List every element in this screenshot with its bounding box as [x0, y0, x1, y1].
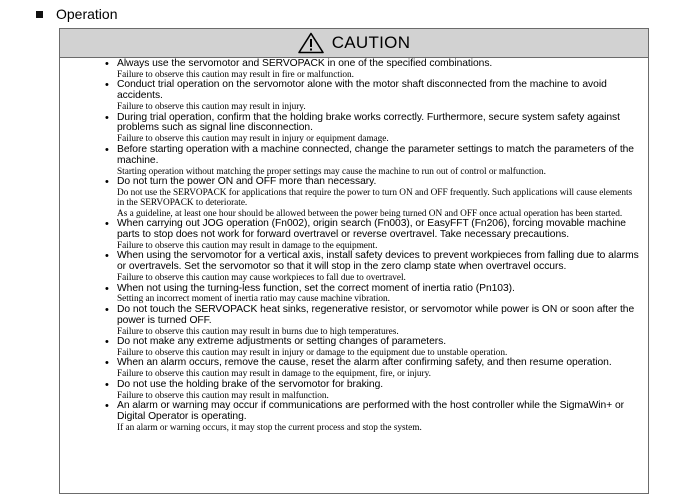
caution-statement: Conduct trial operation on the servomotor alone with the motor shaft disconnected from the machine to avoid accidents. [117, 79, 607, 102]
caution-statement: When not using the turning-less function, set the correct moment of inertia ratio (Pn103). [117, 282, 515, 294]
caution-consequence: Failure to observe this caution may cause workpieces to fall due to overtravel. [117, 273, 406, 284]
caution-item [60, 59, 648, 80]
caution-consequence: If an alarm or warning occurs, it may stop the current process and stop the system. [117, 422, 422, 433]
square-bullet-icon [36, 11, 43, 18]
section-title: Operation [56, 6, 118, 22]
bullet-icon: • [105, 378, 109, 391]
caution-item [60, 358, 648, 379]
caution-statement: When using the servomotor for a vertical axis, install safety devices to prevent workpieces from falling due to alarms or overtravels. Set the servomotor so that it will stop in the zero clamp state when overtravel occurs. [117, 250, 639, 273]
caution-statement: Always use the servomotor and SERVOPACK in one of the specified combinations. [117, 58, 493, 69]
caution-item [60, 113, 648, 145]
caution-statement: When carrying out JOG operation (Fn002), origin search (Fn003), or EasyFFT (Fn206), forcing movable machine parts to stop does not work for forward overtravel or reverse overtravel. Take necessary precautions. [117, 218, 626, 240]
caution-consequence: Failure to observe this caution may result in fire or malfunction. [117, 69, 354, 80]
caution-consequence: Starting operation without matching the proper settings may cause the machine to run out of control or malfunction. [117, 166, 546, 177]
bullet-icon: • [105, 336, 109, 349]
caution-consequence: Failure to observe this caution may result in malfunction. [117, 390, 329, 401]
caution-consequence: Failure to observe this caution may result in injury. [117, 102, 306, 113]
caution-statement: During trial operation, confirm that the holding brake works correctly. Furthermore, secure system safety against problems such as signal line disconnection. [117, 111, 620, 134]
caution-item [60, 251, 648, 283]
caution-item [60, 177, 648, 219]
bullet-icon: • [105, 58, 109, 70]
section-heading [36, 4, 117, 24]
caution-item [60, 284, 648, 305]
caution-statement: When an alarm occurs, remove the cause, reset the alarm after confirming safety, and then resume operation. [117, 357, 612, 369]
caution-statement: Do not use the holding brake of the servomotor for braking. [117, 378, 384, 390]
caution-consequence: Do not use the SERVOPACK for applications that require the power to turn ON and OFF frequently. Such applications will cause elements in the SERVOPACK to deteriorate. [117, 187, 633, 209]
caution-statement: Do not turn the power ON and OFF more than necessary. [117, 175, 377, 187]
caution-statement: Do not make any extreme adjustments or setting changes of parameters. [117, 336, 447, 348]
caution-statement: Before starting operation with a machine connected, change the parameter settings to match the parameters of the machine. [117, 143, 634, 166]
caution-item [60, 219, 648, 251]
caution-statement: An alarm or warning may occur if communications are performed with the host controller while the SigmaWin+ or Digital Operator is operating. [117, 400, 625, 422]
bullet-icon: • [105, 111, 109, 124]
caution-consequence: Failure to observe this caution may result in damage to the equipment. [117, 240, 378, 251]
caution-header [60, 29, 648, 58]
caution-item [60, 80, 648, 112]
caution-item [60, 337, 648, 358]
caution-list [60, 58, 648, 433]
bullet-icon: • [105, 175, 109, 188]
bullet-icon: • [105, 400, 109, 412]
bullet-icon: • [105, 282, 109, 295]
caution-box [59, 28, 649, 494]
caution-item [60, 145, 648, 177]
bullet-icon: • [105, 250, 109, 263]
bullet-icon: • [105, 218, 109, 231]
warning-triangle-icon [298, 32, 324, 54]
caution-consequence: Setting an incorrect moment of inertia ratio may cause machine vibration. [117, 294, 390, 305]
caution-consequence: As a guideline, at least one hour should be allowed between the power being turned ON and OFF once actual operation has been started. [117, 208, 623, 219]
caution-consequence: Failure to observe this caution may result in injury or equipment damage. [117, 134, 389, 145]
bullet-icon: • [105, 79, 109, 92]
caution-item [60, 401, 648, 433]
bullet-icon: • [105, 303, 109, 316]
caution-item [60, 305, 648, 337]
bullet-icon: • [105, 357, 109, 370]
caution-consequence: Failure to observe this caution may result in burns due to high temperatures. [117, 326, 399, 337]
caution-statement: Do not touch the SERVOPACK heat sinks, regenerative resistor, or servomotor while power is ON or soon after the power is turned OFF. [117, 303, 635, 326]
caution-label: CAUTION [331, 33, 411, 52]
bullet-icon: • [105, 143, 109, 156]
caution-consequence: Failure to observe this caution may result in injury or damage to the equipment due to unstable operation. [117, 347, 508, 358]
caution-item [60, 380, 648, 401]
caution-consequence: Failure to observe this caution may result in damage to the equipment, fire, or injury. [117, 369, 431, 380]
